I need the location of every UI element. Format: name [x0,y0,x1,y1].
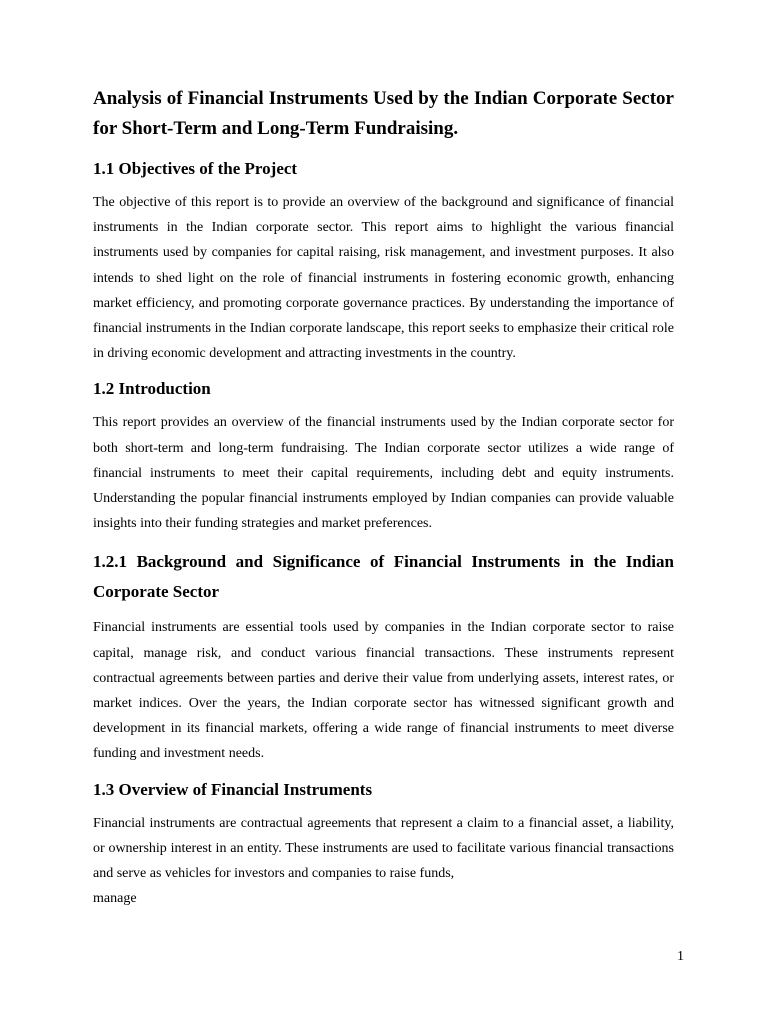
background-paragraph: Financial instruments are essential tools used by companies in the Indian corporate sector to raise capital, manage risk, and conduct various financial transactions. These instruments represent contractual agreements between parties and derive their value from underlying assets, interest rates, or market indices. Over the years, the Indian corporate sector has witnessed significant growth and development in its financial markets, offering a wide range of financial instruments to meet diverse funding and investment needs. [93,620,674,762]
overview-trailing-line: manage [93,891,137,907]
section-heading-background: 1.2.1 Background and Significance of Financial Instruments in the Indian Corporate Sector [93,552,674,602]
section-heading-overview: 1.3 Overview of Financial Instruments [93,779,373,799]
introduction-paragraph: This report provides an overview of the financial instruments used by the Indian corporate sector for both short-term and long-term fundraising. The Indian corporate sector utilizes a wide range of financial instruments to meet their capital requirements, including debt and equity instruments. Understanding the popular financial instruments employed by Indian companies can provide valuable insights into their funding strategies and market preferences. [93,415,674,532]
section-heading-introduction: 1.2 Introduction [93,379,211,399]
document-title: Analysis of Financial Instruments Used by the Indian Corporate Sector for Short-Term and Long-Term Fundraising. [93,88,674,139]
page-number: 1 [677,949,684,964]
overview-paragraph: Financial instruments are contractual agreements that represent a claim to a financial asset, a liability, or ownership interest in an entity. These instruments are used to facilitate various financial transactions and serve as vehicles for investors and companies to raise funds, [93,815,674,882]
section-heading-objectives: 1.1 Objectives of the Project [93,159,298,178]
page-content [93,84,674,911]
objectives-paragraph: The objective of this report is to provide an overview of the background and significance of financial instruments in the Indian corporate sector. This report aims to highlight the various financial instruments used by companies for capital raising, risk management, and investment purposes. It also intends to shed light on the role of financial instruments in fostering economic growth, enhancing market efficiency, and promoting corporate governance practices. By understanding the importance of financial instruments in the Indian corporate landscape, this report seeks to emphasize their critical role in driving economic development and attracting investments in the country. [93,195,674,362]
